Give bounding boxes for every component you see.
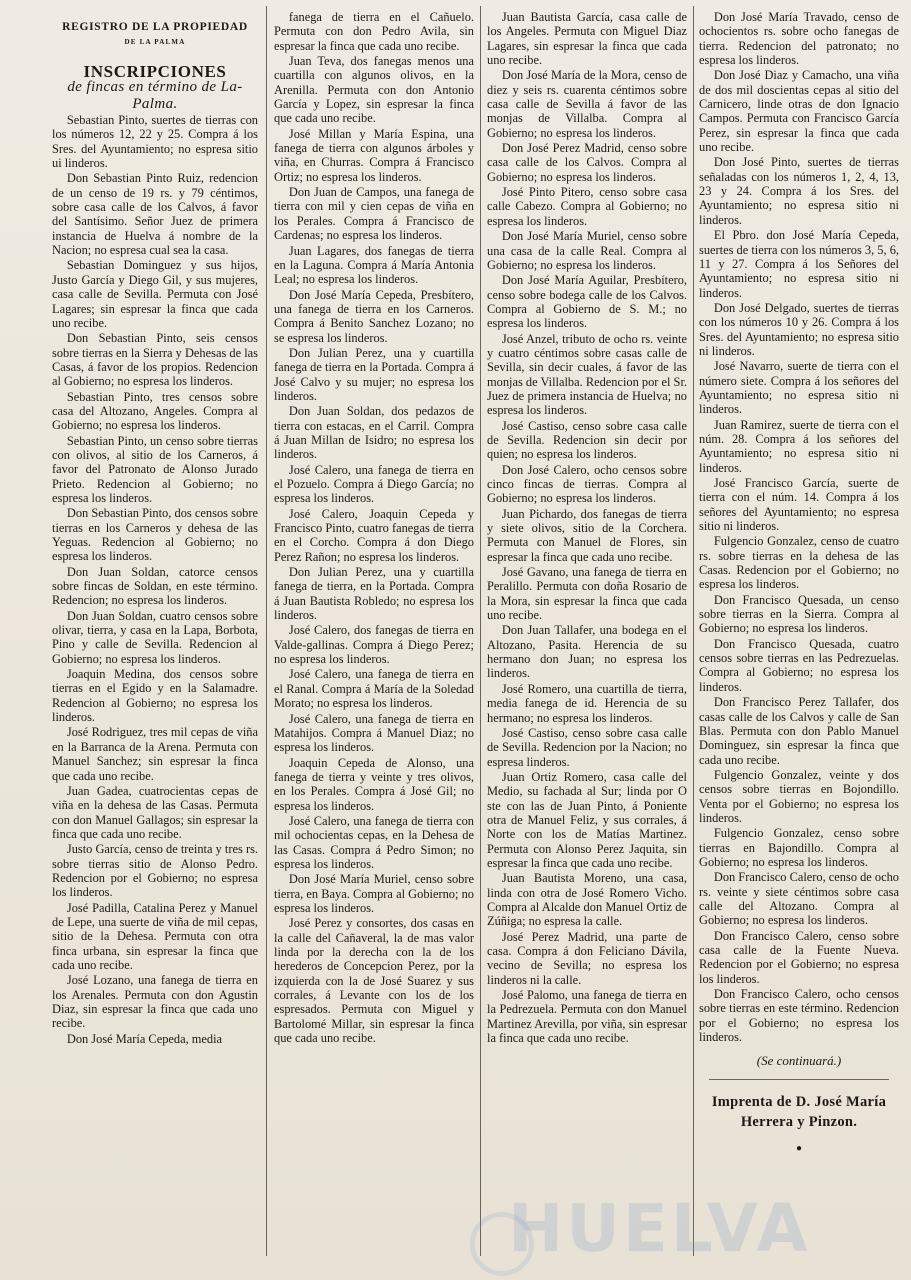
registry-entry: Don José María Cepeda, Presbítero, una fanega de tierra en los Carneros. Compra á Benito Sanchez Lozano; no se espresa los linderos. [274,287,474,345]
registry-entry: Don Francisco Perez Tallafer, dos casas calle de los Calvos y calle de San Blas. Permuta con don Pablo Manuel Dominguez, sin espresar la finca que cada uno recibe. [699,695,899,767]
registry-entry: José Perez Madrid, una parte de casa. Compra á don Feliciano Dávila, vecino de Sevilla; no espresa los linderos ni la calle. [487,929,687,987]
registry-entry: Don José María Aguilar, Presbítero, censo sobre bodega calle de los Calvos. Compra al Gobierno de S. M.; no espresa los linderos. [487,273,687,331]
registry-entry: José Palomo, una fanega de tierra en la Pedrezuela. Permuta con don Manuel Martinez Arevilla, por viña, sin espresar la finca que cada uno recibe. [487,988,687,1046]
registry-entry: Don José Pinto, suertes de tierras señaladas con los números 1, 2, 4, 13, 23 y 24. Compra á los Sres. del Ayuntamiento; no espresa sitio ni linderos. [699,155,899,227]
registry-entry: Juan Pichardo, dos fanegas de tierra y siete olivos, sitio de la Corchera. Permuta con Manuel de Flores, sin espresar la finca que cada uno recibe. [487,506,687,564]
masthead-title: REGISTRO DE LA PROPIEDAD [62,21,248,33]
registry-entry: Don Juan de Campos, una fanega de tierra con mil y cien cepas de viña en los Perales. Compra á Francisco de Cardenas; no espresa los linderos. [274,185,474,243]
registry-entry: Juan Lagares, dos fanegas de tierra en la Laguna. Compra á María Antonia Leal; no espresa los linderos. [274,243,474,287]
entries-list [699,10,899,1044]
printer-line-1: Imprenta de D. José María [711,1093,887,1110]
entries-list [487,10,687,1045]
column-rule [266,6,267,1256]
archive-watermark: HUELVA [508,1190,811,1267]
footer-divider [709,1079,889,1080]
section-subheading: de fincas en término de La-Palma. [67,79,243,113]
column-rule [480,6,481,1256]
registry-entry: José Calero, una fanega de tierra en el Pozuelo. Compra á Diego García; no espresa los linderos. [274,462,474,506]
registry-entry: Juan Bautista García, casa calle de los Angeles. Permuta con Miguel Diaz Lagares, sin espresar la finca que cada uno recibe. [487,10,687,68]
registry-entry: José Castiso, censo sobre casa calle de Sevilla. Redencion sin decir por quien; no espresa los linderos. [487,418,687,462]
registry-entry: Juan Bautista Moreno, una casa, linda con otra de José Romero Vicho. Compra al Alcalde don Manuel Ortiz de Zúñiga; no espresa la calle. [487,871,687,929]
registry-entry: Justo García, censo de treinta y tres rs. sobre tierras sitio de Alonso Pedro. Redencion por el Gobierno; no espresa los linderos. [52,842,258,900]
registry-entry: Don Juan Tallafer, una bodega en el Altozano, Pasita. Herencia de su hermano don Juan; no espresa los linderos. [487,623,687,681]
registry-entry: Joaquin Cepeda de Alonso, una fanega de tierra y veinte y tres olivos, en los Perales. Compra á José Gil; no espresa los linderos. [274,755,474,813]
registry-entry: Don José María de la Mora, censo de diez y seis rs. cuarenta céntimos sobre casa calle de Sevilla á favor de las monjas de Villalba. Compra al Gobierno; no espresa los linderos. [487,68,687,140]
column-1 [52,10,258,1266]
registry-entry: José Pinto Pitero, censo sobre casa calle Cabezo. Compra al Gobierno; no espresa los linderos. [487,185,687,228]
registry-entry: Don Juan Soldan, cuatro censos sobre olivar, tierra, y casa en la Lapa, Borbota, Pino y calle de Sevilla. Redencion al Gobierno; no espresa los linderos. [52,608,258,666]
registry-entry: Don Francisco Calero, censo sobre casa calle de la Fuente Nueva. Redencion por el Gobierno; no espresa los linderos. [699,928,899,986]
registry-entry: Joaquin Medina, dos censos sobre tierras en el Egido y en la Salamadre. Redencion al Gobierno; no espresa los linderos. [52,667,258,725]
registry-entry: Don José María Muriel, censo sobre tierra, en Baya. Compra al Gobierno; no espresa los linderos. [274,872,474,915]
registry-entry: José Rodriguez, tres mil cepas de viña en la Barranca de la Arena. Permuta con Manuel Sanchez; sin espresar la finca que cada uno recibe. [52,725,258,783]
registry-entry: Don José Diaz y Camacho, una viña de dos mil doscientas cepas al sitio del Carnicero, linde otras de don Ignacio Campos. Permuta con Francisco García Perez, sin espresar la finca que cada uno recibe. [699,68,899,155]
continued-note: (Se continuará.) [756,1053,842,1069]
printer-line-2: Herrera y Pinzon. [740,1113,858,1130]
printer-imprint [699,1092,899,1132]
registry-entry: José Lozano, una fanega de tierra en los Arenales. Permuta con don Agustin Diaz, sin espresar la finca que cada uno recibe. [52,973,258,1031]
registry-entry: Fulgencio Gonzalez, censo de cuatro rs. sobre tierras en la dehesa de las Casas. Redencion por el Gobierno; no espresa los linderos. [699,534,899,592]
registry-entry: Fulgencio Gonzalez, censo sobre tierras en Bajondillo. Compra al Gobierno; no espresa los linderos. [699,826,899,869]
registry-entry: Don Julian Perez, una y cuartilla fanega de tierra, en la Portada. Compra á Juan Bautista Robledo; no espresa los linderos. [274,565,474,623]
registry-entry: Don Francisco Calero, ocho censos sobre tierras en este término. Redencion por el Gobierno; no espresa los linderos. [699,987,899,1045]
registry-entry: Don Juan Soldan, dos pedazos de tierra con estacas, en el Carril. Compra á Juan Millan de Isidro; no espresa los linderos. [274,404,474,462]
entries-list [52,113,258,1046]
registry-entry: Juan Ortiz Romero, casa calle del Medio, su fachada al Sur; linda por O ste con las de Juan Pinto, á Poniente otra de Manuel Feliz, y sus corrales, á Norte con los de Matías Martinez. Permuta con Alonso Perez Jaquita, sin espresar la finca que cada uno recibe. [487,769,687,870]
registry-entry: Sebastian Pinto, suertes de tierras con los números 12, 22 y 25. Compra á los Sres. del Ayuntamiento; no espresa sitio ui linderos. [52,113,258,171]
registry-entry: Don Sebastian Pinto, dos censos sobre tierras en los Carneros y dehesa de las Yeguas. Redencion al Gobierno; no espresa los linderos. [52,506,258,564]
registry-entry: Juan Ramirez, suerte de tierra con el núm. 28. Compra á los señores del Ayuntamiento; no espresa sitio ni linderos. [699,417,899,475]
ornament-dot: ● [795,1142,803,1154]
registry-entry: José Romero, una cuartilla de tierra, media fanega de id. Herencia de su hermano; no espresa los linderos. [487,681,687,725]
column-3 [487,10,687,1266]
registry-entry: Juan Gadea, cuatrocientas cepas de viña en la dehesa de las Casas. Permuta con don Manuel Gallagos; sin espresar la finca que cada uno recibe. [52,783,258,841]
registry-entry: José Gavano, una fanega de tierra en Peralillo. Permuta con doña Rosario de la Mora, sin espresar la finca que cada uno recibe. [487,565,687,623]
registry-entry: José Calero, dos fanegas de tierra en Valde-gallinas. Compra á Diego Perez; no espresa los linderos. [274,623,474,667]
registry-entry: Don José Delgado, suertes de tierras con los números 10 y 26. Compra á los Sres. del Ayuntamiento; no espresa sitio ni linderos. [699,300,899,358]
registry-entry: fanega de tierra en el Cañuelo. Permuta con don Pedro Avila, sin espresar la finca que cada uno recibe. [274,10,474,53]
registry-entry: José Calero, una fanega de tierra con mil ochocientas cepas, en la Dehesa de las Casas. Compra á Pedro Simon; no espresa los linderos. [274,813,474,871]
registry-entry: Don José Calero, ocho censos sobre cinco fincas de tierras. Compra al Gobierno; no espresa los linderos. [487,462,687,506]
registry-entry: Sebastian Pinto, tres censos sobre casa del Altozano, Angeles. Compra al Gobierno; no espresa los linderos. [52,389,258,433]
registry-entry: Don Juan Soldan, catorce censos sobre fincas de Soldan, en este término. Redencion; no espresa los linderos. [52,564,258,608]
registry-entry: José Navarro, suerte de tierra con el número siete. Compra á los señores del Ayuntamiento; no espresa sitio ni linderos. [699,359,899,417]
registry-entry: José Calero, Joaquin Cepeda y Francisco Pinto, cuatro fanegas de tierra en el Corcho. Compra á don Diego Perez Rañon; no espresa los linderos. [274,506,474,564]
section-heading: INSCRIPCIONES [83,61,227,81]
registry-entry: José Calero, una fanega de tierra en Matahijos. Compra á Manuel Diaz; no espresa los linderos. [274,711,474,755]
registry-entry: José Calero, una fanega de tierra en el Ranal. Compra á María de la Soledad Morato; no espresa los linderos. [274,667,474,711]
column-rule [693,6,694,1256]
registry-entry: Don Francisco Quesada, cuatro censos sobre tierras en las Pedrezuelas. Compra al Gobierno; no espresa los linderos. [699,636,899,694]
registry-entry: Don Julian Perez, una y cuartilla fanega de tierra en la Portada. Compra á José Calvo y su mujer; no espresa los linderos. [274,345,474,403]
registry-entry: Sebastian Dominguez y sus hijos, Justo García y Diego Gil, y sus mujeres, casa calle de Sevilla. Permuta con José Lagares; sin espresar la finca que cada uno recibe. [52,258,258,330]
registry-entry: José Castiso, censo sobre casa calle de Sevilla. Redencion por la Nacion; no espresa linderos. [487,725,687,769]
registry-entry: Don Sebastian Pinto, seis censos sobre tierras en la Sierra y Dehesas de las Casas, á favor de los propios. Redencion al Gobierno; no espresa los linderos. [52,331,258,389]
registry-entry: Don José María Muriel, censo sobre una casa de la calle Real. Compra al Gobierno; no espresa los linderos. [487,229,687,272]
registry-entry: Sebastian Pinto, un censo sobre tierras con olivos, al sitio de los Carneros, á favor del Patronato de Alonso Jurado Prieto. Redencion al Gobierno; no espresa los linderos. [52,433,258,505]
registry-entry: José Millan y María Espina, una fanega de tierra con algunos árboles y viña, en Churras. Compra á Francisco Ortiz; no espresa los linderos. [274,126,474,184]
column-2 [274,10,474,1266]
registry-entry: El Pbro. don José María Cepeda, suertes de tierra con los números 3, 5, 6, 11 y 27. Compra á los Señores del Ayuntamiento; no espresa sitio ni linderos. [699,228,899,300]
registry-entry: José Padilla, Catalina Perez y Manuel de Lepe, una suerte de viña de mil cepas, sitio de la Dehesa. Permuta con otra finca urbana, sin espresar la finca que cada uno recibe. [52,900,258,972]
masthead [52,20,258,113]
registry-entry: Don José Perez Madrid, censo sobre casa calle de los Calvos. Compra al Gobierno; no espresa los linderos. [487,141,687,184]
registry-entry: Fulgencio Gonzalez, veinte y dos censos sobre tierras en Bojondillo. Venta por el Gobierno; no espresa los linderos. [699,767,899,825]
registry-entry: Juan Teva, dos fanegas menos una cuartilla con algunos olivos, en la Arenilla. Permuta con don Antonio García y Lopez, sin espresar la finca que cada uno recibe. [274,54,474,126]
entries-list [274,10,474,1045]
registry-entry: José Francisco García, suerte de tierra con el núm. 14. Compra á los señores del Ayuntamiento; no espresa sitio ni linderos. [699,476,899,534]
registry-entry: José Perez y consortes, dos casas en la calle del Cañaveral, la de mas valor linda por la derecha con la de los herederos de Concepcion Perez, por la izquierda con la de José Suarez y sus corrales, á Levante con los de los espresados. Permuta con Miguel y Bartolomé Millar, sin espresar la finca que cada uno recibe. [274,916,474,1046]
registry-entry: Don Sebastian Pinto Ruiz, redencion de un censo de 19 rs. y 79 céntimos, sobre casa calle de los Calvos, á favor del Santísimo. Señor Juez de primera instancia de Huelva á nombre de la Nacion; no espresa cual sea la casa. [52,171,258,258]
registry-entry: José Anzel, tributo de ocho rs. veinte y cuatro céntimos sobre casas calle de Sevilla, sin decir cuales, á favor de las monjas de Villalba. Redencion por el Sr. Juez de primera instancia de Huelva; no espresa los linderos. [487,331,687,418]
registry-entry: Don José María Cepeda, media [66,1031,223,1046]
registry-entry: Don Francisco Quesada, un censo sobre tierras en la Sierra. Compra al Gobierno; no espresa los linderos. [699,592,899,636]
column-4 [699,10,899,1266]
masthead-subtitle: DE LA PALMA [124,38,186,47]
registry-entry: Don José María Travado, censo de ochocientos rs. sobre ocho fanegas de tierra. Redencion del patronato; no espresa los linderos. [699,10,899,68]
registry-entry: Don Francisco Calero, censo de ocho rs. veinte y siete céntimos sobre casa calle del Altozano. Compra al Gobierno; no espresa los linderos. [699,870,899,928]
